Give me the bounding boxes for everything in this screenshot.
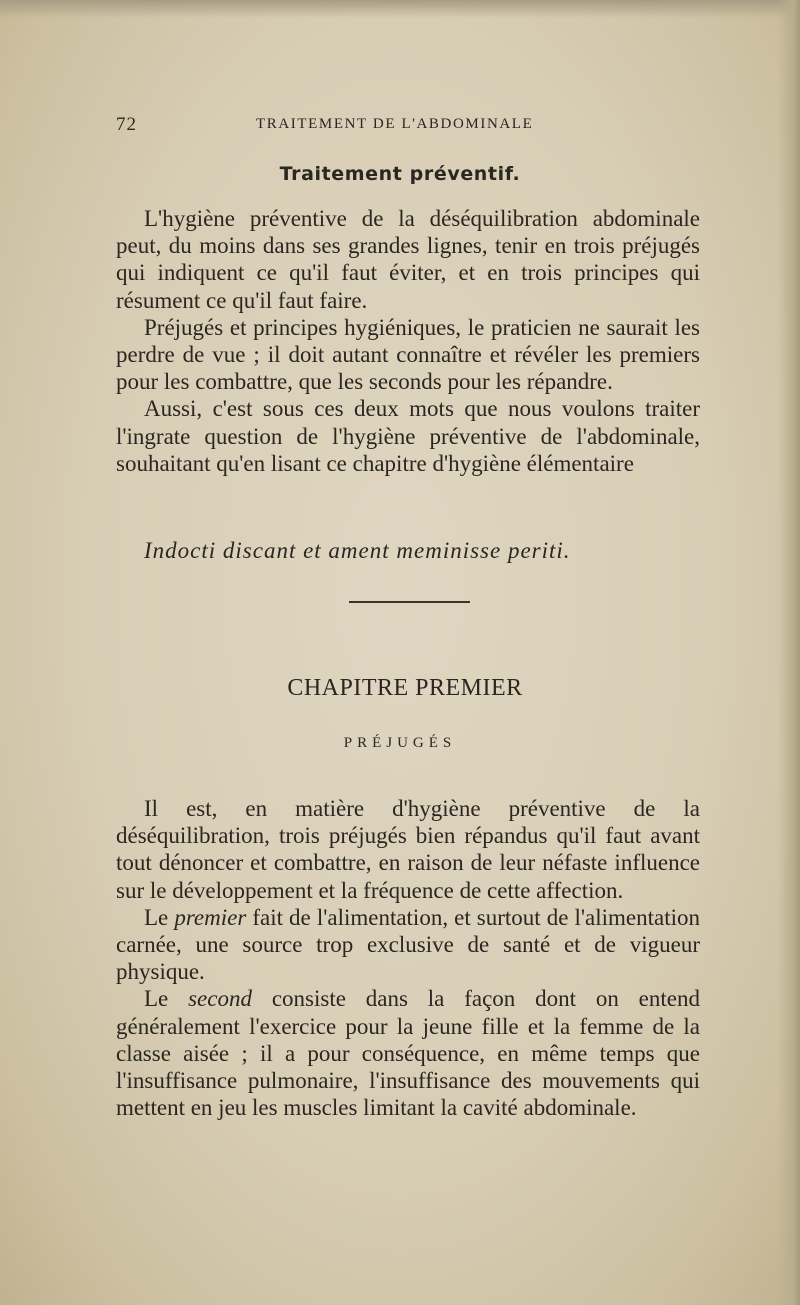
- latin-quote: Indocti discant et ament meminisse periti.: [144, 538, 571, 563]
- section-title: Traitement préventif.: [279, 163, 521, 185]
- emphasis: premier: [174, 904, 247, 930]
- paragraph: [116, 985, 700, 1121]
- text-run: Le: [144, 986, 189, 1012]
- running-head: [116, 114, 696, 138]
- text-run: fait de l'alimentation, et surtout de l'alimentation carnée, une source trop exclusive de santé et de vigueur physique.: [116, 904, 700, 985]
- emphasis: second: [188, 986, 252, 1012]
- paragraph: [116, 904, 700, 986]
- page-right-edge: [778, 0, 800, 1305]
- intro-text: [116, 205, 700, 477]
- text-run: consiste dans la façon dont on entend généralement l'exercice pour la jeune fille et la femme de la classe aisée ; il a pour conséquence, en même temps que l'insuffisance pulmonaire, l'insuffisance des mouvements qui mettent en jeu les muscles limitant la cavité abdominale.: [116, 986, 700, 1121]
- paragraph: L'hygiène préventive de la déséquilibration abdominale peut, du moins dans ses grandes lignes, tenir en trois préjugés qui indiquent ce qu'il faut éviter, et en trois principes qui résument ce qu'il faut faire.: [116, 206, 700, 313]
- page-number: 72: [116, 114, 137, 135]
- text-run: Le: [144, 904, 175, 930]
- paragraph: Préjugés et principes hygiéniques, le praticien ne saurait les perdre de vue ; il doit autant connaître et révéler les premiers pour les combattre, que les seconds pour les répandre.: [116, 314, 700, 395]
- running-title: TRAITEMENT DE L'ABDOMINALE: [256, 116, 534, 132]
- chapter-title: CHAPITRE PREMIER: [287, 675, 523, 701]
- paragraph: Aussi, c'est sous ces deux mots que nous voulons traiter l'ingrate question de l'hygiène préventive de l'abdominale, souhaitant qu'en lisant ce chapitre d'hygiène élémentaire: [116, 396, 700, 476]
- section-divider: [349, 601, 470, 603]
- chapter-subtitle: PRÉJUGÉS: [343, 735, 457, 751]
- paragraph: Il est, en matière d'hygiène préventive de la déséquilibration, trois préjugés bien répandus qu'il faut avant tout dénoncer et combattre, en raison de leur néfaste influence sur le développement et la fréquence de cette affection.: [116, 796, 700, 903]
- page-top-shadow: [0, 0, 800, 18]
- chapter-text: [116, 795, 700, 1121]
